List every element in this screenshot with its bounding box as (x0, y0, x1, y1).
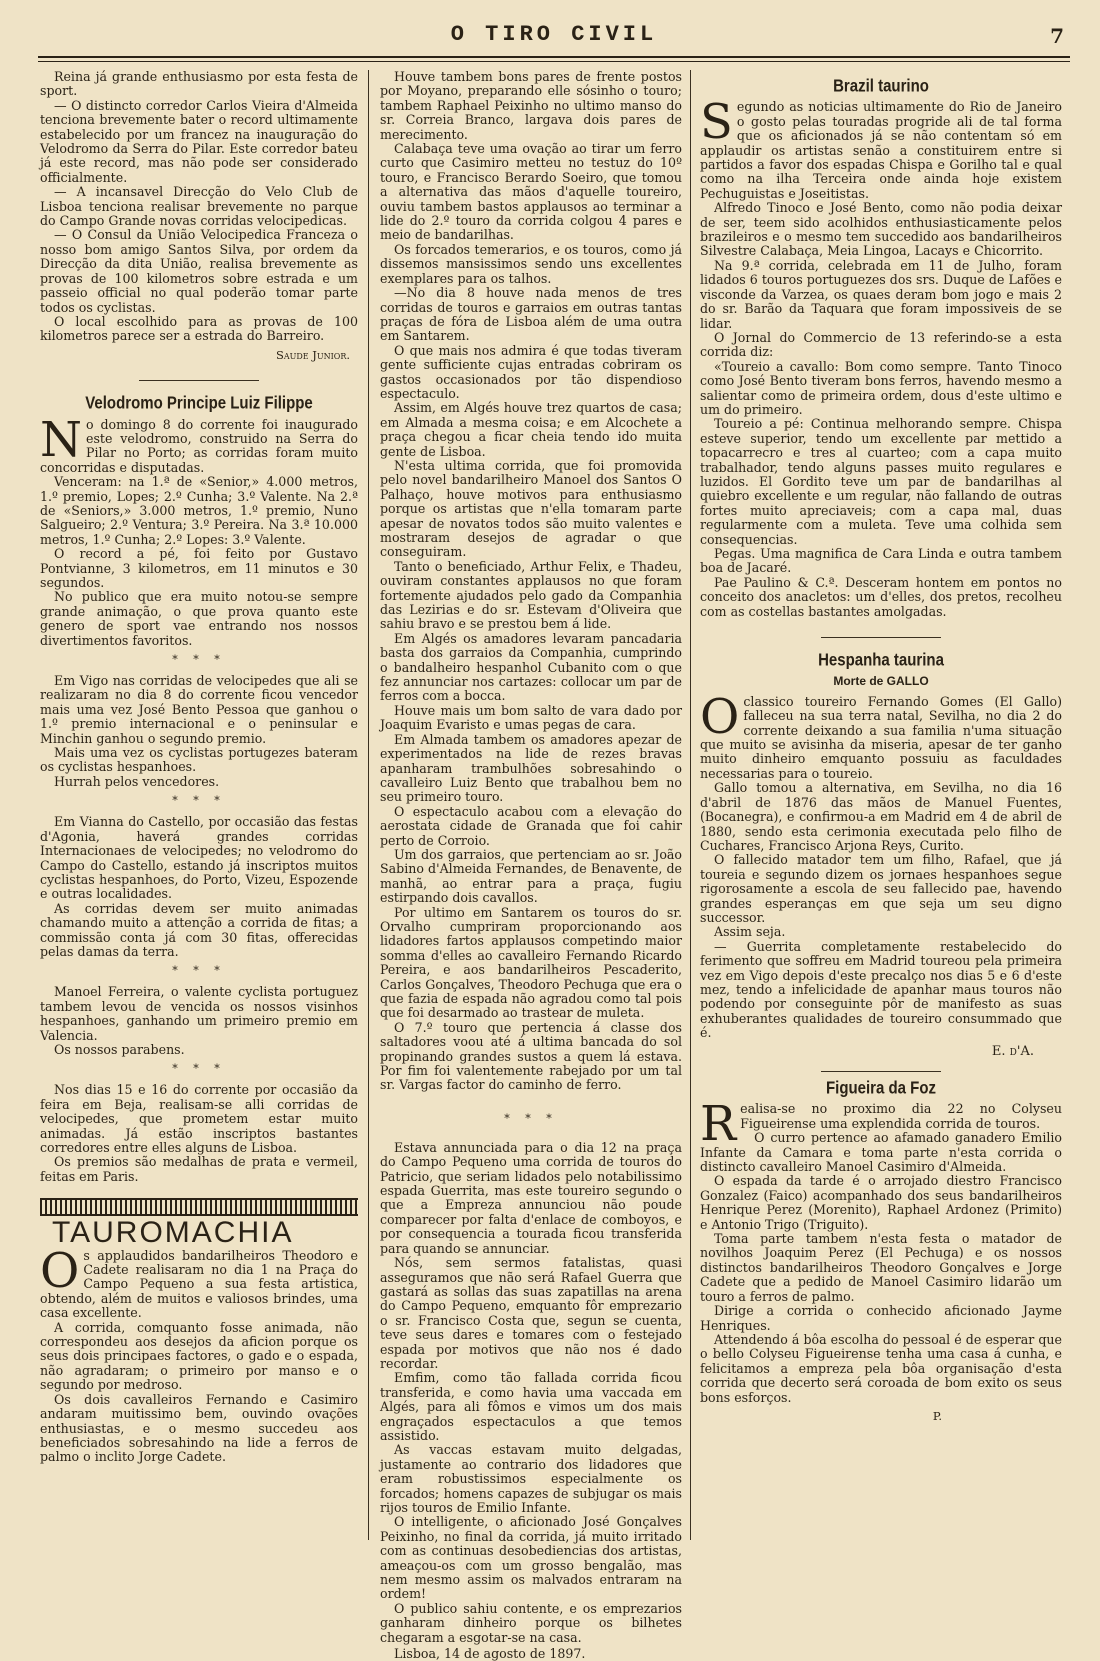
paragraph: Emfim, como tão fallada corrida ficou transferida, e como havia uma vaccada em Algés, para ali fômos e vimos um dos mais engraçados espectaculos a que temos assistido. (380, 1370, 682, 1443)
paragraph: Em Vianna do Castello, por occasião das festas d'Agonia, haverá grandes corridas Internacionaes de velocipedes; no velodromo do Campo do Castello, estando já inscriptos muitos cyclistas hespanhoes, do Porto, Vizeu, Espozende e outras localidades. (40, 814, 358, 902)
paragraph: Assim seja. (714, 924, 786, 940)
paragraph: Oclassico toureiro Fernando Gomes (El Gallo) falleceu na sua terra natal, Sevilha, no dia 2 do corrente deixando a sua familia n'uma situação que muito se avisinha da miseria, apesar de ter ganho muito dinheiro emquanto possuiu as faculdades necessarias para o toureio. (700, 688, 1062, 781)
paragraph: Alfredo Tinoco e José Bento, como não podia deixar de ser, teem sido acolhidos enthusiasticamente pelos brazileiros e o mesmo tem succedido aos bandarilheiros Silvestre Calabaça, Meia Lingoa, Lacays e Chicorrito. (700, 200, 1062, 259)
paragraph: Calabaça teve uma ovação ao tirar um ferro curto que Casimiro metteu no testuz do 10º touro, e Francisco Berardo Soeiro, que tomou a alternativa das mãos d'aquelle toureiro, ouviu tambem bastos applausos ao terminar a lide do 2.º touro da corrida colgou 4 pares e meio de bandarilhas. (380, 141, 682, 243)
column-divider (690, 70, 691, 1540)
paragraph: Em Algés os amadores levaram pancadaria basta dos garraios da Companhia, cumprindo o bandalheiro hespanhol Cubanito com o que fez annunciar nos cartazes: collocar um par de ferros com a bocca. (380, 630, 682, 704)
header-rule-thin (38, 61, 1070, 62)
paragraph: Attendendo á bôa escolha do pessoal é de esperar que o bello Colyseu Figueirense tenha uma casa á cunha, e felicitamos a empreza pela bôa organisação d'esta corrida que decerto será coroada de bom exito os seus bons esforços. (700, 1331, 1062, 1405)
paragraph: No domingo 8 do corrente foi inaugurado este velodromo, construido na Serra do Pilar no Porto; as corridas foram muito concorridas e disputadas. (40, 411, 358, 475)
paragraph: Em Almada tambem os amadores apezar de experimentados na lide de rezes bravas apanharam trambulhões sobresahindo o cavalleiro Luiz Bento que trabalhou bem no seu primeiro touro. (380, 731, 682, 805)
paragraph: Na 9.ª corrida, celebrada em 11 de Julho, foram lidados 6 touros portuguezes dos srs. Duque de Lafões e visconde da Varzea, os quaes deram bom jogo e mais 2 do sr. Barão da Taquara que foram impossiveis de se lidar. (700, 257, 1062, 331)
paragraph: O local escolhido para as provas de 100 kilometros parece ser a estrada do Barreiro. (40, 313, 358, 344)
paragraph: N'esta ultima corrida, que foi promovida pelo novel bandarilheiro Manoel dos Santos O Palhaço, houve motivos para enthusiasmo porque os artistas que n'ella tomaram parte apesar de novatos todos são muito valentes e mostraram desejos de agradar o que conseguiram. (380, 457, 682, 560)
section-heading: Hespanha taurina (818, 650, 944, 671)
dateline: Lisboa, 14 de agosto de 1897. (394, 1646, 586, 1661)
page-number: 7 (1050, 24, 1064, 48)
drop-cap: R (700, 1096, 737, 1153)
paragraph: Manoel Ferreira, o valente cyclista portuguez tambem levou de vencida os nossos visinhos hespanhoes, ganhando um primeiro premio em Valencia. (40, 984, 358, 1043)
paragraph: Por ultimo em Santarem os touros do sr. Orvalho cumpriram proporcionando aos lidadores fartos applausos competindo maior somma d'elles ao cavalleiro Fernando Ricardo Pereira, e aos bandarilheiros Pescaderito, Carlos Gonçalves, Theodoro Pechuga que era o que fazia de espada não agradou como tal pois que foi desarmado ao trastear de muleta. (380, 904, 682, 1021)
newspaper-title: O TIRO CIVIL (450, 22, 658, 47)
drop-cap: N (40, 411, 82, 468)
paragraph: Nós, sem sermos fatalistas, quasi asseguramos que não será Rafael Guerra que gastará as sollas das suas zapatillas na arena do Campo Pequeno, emquanto fôr emprezario o sr. Francisco Costa que, segun se cuenta, teve seus dares e tomares com o festejado espada por motivos que não nos é dado recordar. (380, 1255, 682, 1371)
paragraph: — Guerrita completamente restabelecido do ferimento que soffreu em Madrid toureou pela primeira vez em Vigo depois d'este precalço nos dias 5 e 6 d'este mez, tendo a infelicidade de apanhar maus touros não podendo por conseguinte pôr de manifesto as suas exhuberantes qualidades de toureiro consummado que é. (700, 938, 1062, 1041)
section-heading: Velodromo Principe Luiz Filippe (85, 393, 313, 414)
paragraph: Toureio a pé: Continua melhorando sempre. Chispa esteve superior, tendo um excellente par mettido a topacarrecro e tres al cuarteo; com a capa muito trabalhador, tendo alguns passes muito regulares e luzidos. El Gordito teve um par de bandarilhas al quiebro excellente e um regular, não fallando de outras fortes muito apreciaveis; com a capa mal, duas regularmente com a muleta. Teve uma colhida sem consequencias. (700, 416, 1062, 547)
paragraph: — A incansavel Direcção do Velo Club de Lisboa tenciona realisar brevemente no parque do Campo Grande novas corridas velocipedicas. (40, 184, 358, 229)
drop-cap: O (700, 688, 740, 745)
masthead (38, 18, 1070, 58)
paragraph: Tanto o beneficiado, Arthur Felix, e Thadeu, ouviram constantes applausos no que foram fortemente ajudados pelo gado da Companhia das Lezirias e do sr. Estevam d'Oliveira que sahiu bravo e se prestou bem á lide. (380, 558, 682, 632)
paragraph: — O Consul da União Velocipedica Franceza o nosso bom amigo Santos Silva, por ordem da Direcção da dita União, realisa brevemente as provas de 100 kilometros sobre estrada e um passeio official no qual poderão tomar parte todos os cyclistas. (40, 227, 358, 315)
paragraph: Toma parte tambem n'esta festa o matador de novilhos Joaquim Perez (El Pechuga) e os nossos distinctos bandarilheiros Theodoro Gonçalves e Jorge Cadete que a pedido de Manoel Casimiro lidarão um touro a ferros de palmo. (700, 1231, 1062, 1304)
header-rule (38, 56, 1070, 58)
paragraph: Um dos garraios, que pertenciam ao sr. João Sabino d'Almeida Fernandes, de Benavente, de manhã, ao entrar para a praça, fugiu estirpando dois cavallos. (380, 846, 682, 906)
drop-cap: S (700, 94, 733, 151)
paragraph: Pae Paulino & C.ª. Desceram hontem em pontos no conceito dos anacletos: um d'elles, dos pretos, recolheu com as costellas bastantes amolgadas. (700, 574, 1062, 619)
paragraph: Dirige a corrida o conhecido aficionado Jayme Henriques. (700, 1303, 1062, 1333)
paragraph: «Toureio a cavallo: Bom como sempre. Tanto Tinoco como José Bento tiveram bons ferros, havendo mesmo a salientar como de primeira ordem, dous d'este ultimo e um do primeiro. (700, 358, 1062, 417)
paragraph: Segundo as noticias ultimamente do Rio de Janeiro o gosto pelas touradas progride ali de tal forma que os aficionados já se não contentam só em applaudir os artistas senão a constituirem entre si partidos a favor dos espadas Chispa e Gorilho tal e qual como na ilha Terceira onde ainda hoje existem Pechuguistas e Joseitistas. (700, 94, 1062, 201)
column-divider (368, 70, 369, 1540)
paragraph: Os nossos parabens. (54, 1041, 185, 1057)
paragraph: A corrida, comquanto fosse animada, não correspondeu aos desejos da aficion porque os seus dois principaes factores, o gado e o espada, não agradaram; o primeiro por manso e o segundo por medroso. (40, 1319, 358, 1393)
section-divider (821, 637, 941, 638)
paragraph: No publico que era muito notou-se sempre grande animação, o que prova quanto este genero de sport vae entrando nos nossos divertimentos favoritos. (40, 589, 358, 648)
column-2 (380, 69, 682, 1661)
paragraph: O fallecido matador tem um filho, Rafael, que já toureia e segundo dizem os jornaes hespanhoes segue rigorosamente a escola de seu fallecido pae, havendo grandes esperanças em que seja um seu digno successor. (700, 852, 1062, 925)
paragraph: Os premios são medalhas de prata e vermeil, feitas em Paris. (40, 1154, 358, 1184)
asterism: * * * (172, 1062, 226, 1076)
paragraph: Venceram: na 1.ª de «Senior,» 4.000 metros, 1.º premio, Lopes; 2.º Cunha; 3.º Valente. Na 2.ª de «Seniors,» 3.000 metros, 1.º premio, Nuno Salgueiro; 2.º Ventura; 3.º Pereira. Na 3.ª 10.000 metros, 1.º Cunha; 2.º Lopes: 3.º Valente. (40, 474, 358, 547)
signature: Saude Junior. (275, 347, 350, 362)
paragraph: Os dois cavalleiros Fernando e Casimiro andaram muitissimo bem, ouvindo ovações enthusiastas, e o mesmo succedeu aos beneficiados sobresahindo na lide a ferros de palmo o inclito Jorge Cadete. (40, 1391, 358, 1465)
paragraph: Pegas. Uma magnifica de Cara Linda e outra tambem boa de Jacaré. (700, 546, 1062, 576)
section-heading: Brazil taurino (833, 76, 929, 97)
section-divider (821, 1071, 941, 1072)
paragraph: O espectaculo acabou com a elevação do aerostata cidade de Granada que foi cahir perto de Corroio. (380, 803, 682, 848)
asterism: * * * (504, 1111, 558, 1125)
paragraph: O 7.º touro que pertencia á classe dos saltadores voou até á ultima bancada do sol propinando grandes sustos a quem lá estava. Por fim foi valentemente rabejado por um tal sr. Vargas factor do caminho de ferro. (380, 1019, 682, 1093)
paragraph: O intelligente, o aficionado José Gonçalves Peixinho, no final da corrida, já muito irritado com as continuas desobediencias dos artistas, ameaçou-os com um grosso bengalão, mas nem mesmo assim os malvados entraram na ordem! (380, 1514, 682, 1602)
paragraph: Assim, em Algés houve trez quartos de casa; em Almada a mesma coisa; e em Alcochete a praça chegou a ficar cheia tendo ido muita gente de Lisboa. (380, 400, 682, 459)
paragraph: O que mais nos admira é que todas tiveram gente sufficiente cujas entradas cobriram os gastos occasionados por tão dispendioso espectaculo. (380, 342, 682, 401)
section-heading: Figueira da Foz (825, 1078, 936, 1099)
column-1 (40, 70, 358, 1550)
paragraph: Reina já grande enthusiasmo por esta festa de sport. (40, 69, 358, 99)
section-subheading: Morte de GALLO (833, 674, 929, 689)
paragraph: Houve mais um bom salto de vara dado por Joaquim Evaristo e umas pegas de cara. (380, 702, 682, 733)
paragraph: Houve tambem bons pares de frente postos por Moyano, preparando elle sósinho o touro; tambem Raphael Peixinho no ultimo manso do sr. Correia Branco, largava dois pares de merecimento. (380, 69, 682, 142)
paragraph: O Jornal do Commercio de 13 referindo-se a esta corrida diz: (700, 329, 1062, 360)
paragraph: Os forcados temerarios, e os touros, como já dissemos mansissimos sendo uns excellentes exemplares para os talhos. (380, 241, 682, 286)
paragraph: Gallo tomou a alternativa, em Sevilha, no dia 16 d'abril de 1876 das mãos de Manuel Fuentes, (Bocanegra), e confirmou-a em Madrid em 4 de abril de 1880, sendo esta cerimonia executada pelo filho de Cuchares, Francisco Arjona Reys, Curito. (700, 780, 1062, 853)
paragraph: As corridas devem ser muito animadas chamando muito a attenção a corrida de fitas; a commissão conta já com 30 fitas, offerecidas pelas damas da terra. (40, 900, 358, 959)
ornamental-border (40, 1198, 358, 1216)
paragraph: — O distincto corredor Carlos Vieira d'Almeida tenciona brevemente bater o record ultimamente estabelecido por um francez na inauguração do Velodromo da Serra do Pilar. Este corredor bateu já este record, mas não pode ser considerado officialmente. (40, 97, 358, 185)
column-3 (700, 70, 1062, 1550)
paragraph: Nos dias 15 e 16 do corrente por occasião da feira em Beja, realisam-se alli corridas de velocipedes, que prometem estar muito animadas. Já estão inscriptos bastantes corredores entre elles alguns de Lisboa. (40, 1082, 358, 1155)
section-title: TAUROMACHIA (52, 1216, 294, 1250)
section-divider (139, 380, 259, 381)
asterism: * * * (172, 794, 226, 808)
paragraph: Em Vigo nas corridas de velocipedes que ali se realizaram no dia 8 do corrente ficou vencedor mais uma vez José Bento Pessoa que ganhou o 1.º premio internacional e o peninsular e Minchin ganhou o segundo premio. (40, 673, 358, 746)
paragraph: O curro pertence ao afamado ganadero Emilio Infante da Camara e toma parte n'esta corrida o distincto cavalleiro Manoel Casimiro d'Almeida. (700, 1130, 1062, 1175)
paragraph: Hurrah pelos vencedores. (54, 773, 220, 789)
paragraph: —No dia 8 houve nada menos de tres corridas de touros e garraios em outras tantas praças de fóra de Lisboa além de uma outra em Santarem. (380, 285, 682, 344)
signature: E. d'A. (991, 1043, 1034, 1059)
paragraph: Os applaudidos bandarilheiros Theodoro e Cadete realisaram no dia 1 na Praça do Campo Pequeno a sua festa artistica, obtendo, além de muitos e valiosos brindes, uma casa excellente. (40, 1242, 358, 1321)
drop-cap: O (40, 1242, 80, 1299)
paragraph: Estava annunciada para o dia 12 na praça do Campo Pequeno uma corrida de touros do Patricio, que seriam lidados pelo notabilissimo espada Guerrita, mas este toureiro segundo o que a Empreza annunciou não poude comparecer por falta d'enlace de comboyos, e por consequencia a tourada ficou transferida para quando se annunciar. (380, 1139, 682, 1256)
paragraph: O publico sahiu contente, e os emprezarios ganharam dinheiro porque os bilhetes chegaram a esgotar-se na casa. (380, 1600, 682, 1645)
paragraph: Realisa-se no proximo dia 22 no Colyseu Figueirense uma explendida corrida de touros. (700, 1096, 1062, 1153)
asterism: * * * (172, 653, 226, 667)
signature: P. (932, 1408, 942, 1423)
paragraph: O record a pé, foi feito por Gustavo Pontvianne, 3 kilometros, em 11 minutos e 30 segundos. (40, 546, 358, 590)
asterism: * * * (172, 964, 226, 978)
paragraph: O espada da tarde é o arrojado diestro Francisco Gonzalez (Faico) acompanhado dos seus bandarilheiros Henrique Perez (Morenito), Raphael Ardonez (Primito) e Antonio Trigo (Triguito). (700, 1173, 1062, 1232)
paragraph: As vaccas estavam muito delgadas, justamente ao contrario dos lidadores que eram robustissimos especialmente os forcados; homens capazes de subjugar os mais rijos touros de Emilio Infante. (380, 1442, 682, 1515)
paragraph: Mais uma vez os cyclistas portugezes bateram os cyclistas hespanhoes. (40, 745, 358, 775)
